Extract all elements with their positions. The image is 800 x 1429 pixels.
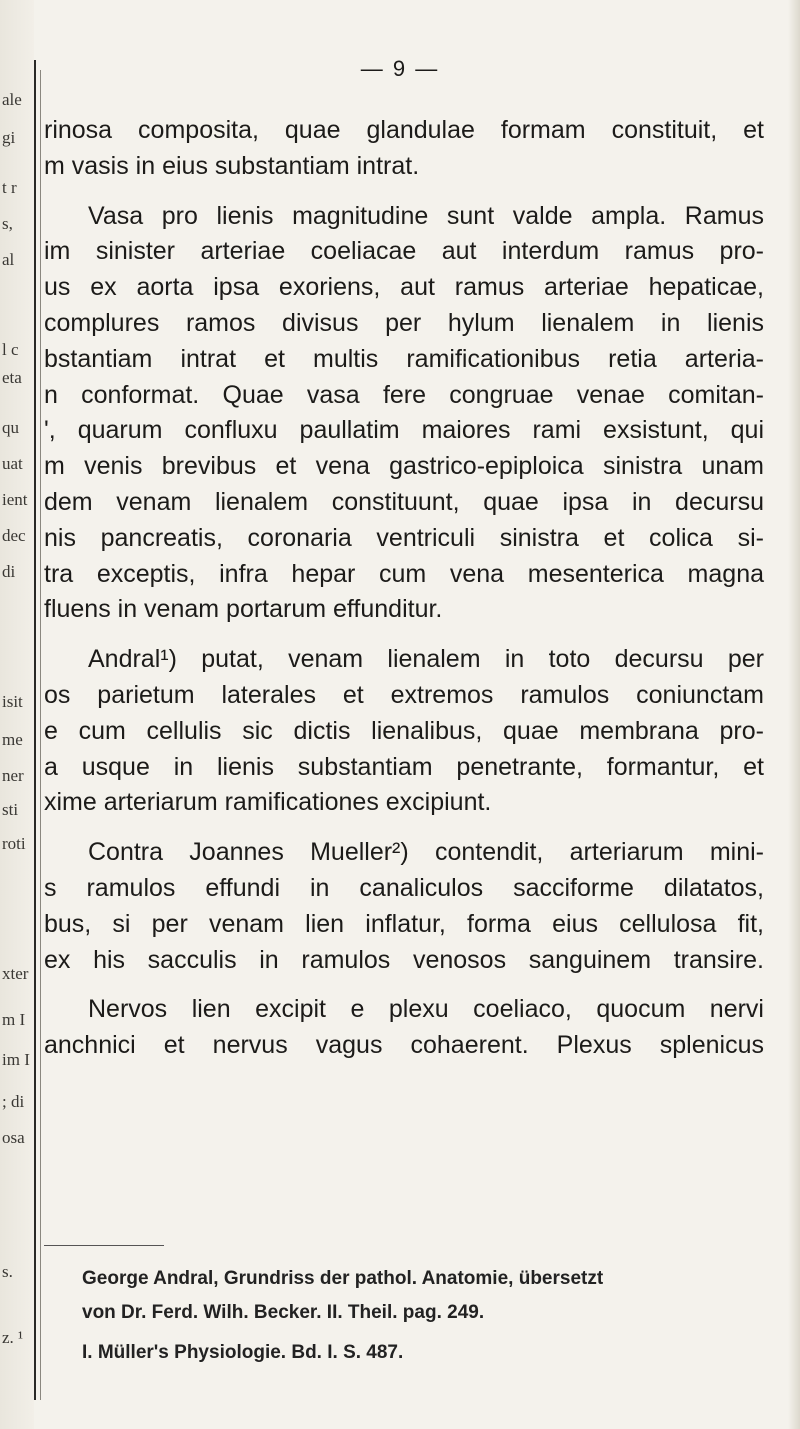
margin-fragment: gi (2, 128, 16, 147)
text-line: fluens in venam portarum effunditur. (44, 595, 443, 624)
margin-fragment: ; di (2, 1092, 25, 1111)
text-line: m venis brevibus et vena gastrico-epiploica sinistra unam (44, 452, 764, 481)
text-line: im sinister arteriae coeliacae aut interdum ramus pro- (44, 237, 764, 266)
paragraph-5 (44, 992, 764, 1064)
margin-fragment: di (2, 562, 16, 581)
margin-fragment: osa (2, 1128, 25, 1147)
margin-fragment: t r (2, 178, 17, 197)
text-line: m vasis in eius substantiam intrat. (44, 151, 420, 180)
margin-fragment: l c (2, 340, 19, 359)
paragraph-1 (44, 113, 764, 185)
page-number: — 9 — (360, 56, 440, 81)
text-line: Andral¹) putat, venam lienalem in toto decursu per (88, 645, 764, 674)
margin-fragment: s, (2, 214, 13, 233)
margin-fragment: xter (2, 964, 29, 983)
text-line: bstantiam intrat et multis ramificationibus retia arteria- (44, 344, 764, 373)
text-line: us ex aorta ipsa exoriens, aut ramus arteriae hepaticae, (44, 273, 764, 302)
text-line: a usque in lienis substantiam penetrante, formantur, et (44, 752, 764, 781)
margin-fragment: s. (2, 1262, 13, 1281)
text-line: ex his sacculis in ramulos venosos sanguinem transire. (44, 945, 764, 974)
text-line: bus, si per venam lien inflatur, forma eius cellulosa fit, (44, 909, 764, 938)
text-line: nis pancreatis, coronaria ventriculi sinistra et colica si- (44, 523, 764, 552)
margin-fragment: ient (2, 490, 28, 509)
margin-fragment: eta (2, 368, 22, 387)
margin-fragment: me (2, 730, 23, 749)
margin-fragment: isit (2, 692, 23, 711)
margin-fragment: al (2, 250, 15, 269)
text-line: os parietum laterales et extremos ramulos coniunctam (44, 680, 764, 709)
body-text (44, 113, 764, 1064)
text-line: dem venam lienalem constituunt, quae ipsa in decursu (44, 487, 764, 516)
text-line: n conformat. Quae vasa fere congruae venae comitan- (44, 380, 764, 409)
margin-fragment: dec (2, 526, 26, 545)
margin-fragment: im I (2, 1050, 30, 1069)
text-line: e cum cellulis sic dictis lienalibus, quae membrana pro- (44, 716, 764, 745)
binding-rule (34, 60, 36, 1400)
text-line: s ramulos effundi in canaliculos sacciforme dilatatos, (44, 873, 764, 902)
footnote-1: George Andral, Grundriss der pathol. Anatomie, übersetzt (82, 1268, 604, 1289)
paragraph-2 (44, 199, 764, 629)
margin-fragment: qu (2, 418, 19, 437)
text-line: Vasa pro lienis magnitudine sunt valde ampla. Ramus (88, 201, 764, 230)
margin-fragment: uat (2, 454, 23, 473)
binding-rule-inner (40, 70, 41, 1400)
text-line: tra exceptis, infra hepar cum vena mesenterica magna (44, 559, 764, 588)
margin-fragment: sti (2, 800, 19, 819)
paragraph-4 (44, 835, 764, 978)
margin-fragment: m I (2, 1010, 26, 1029)
footnotes (46, 1262, 746, 1370)
footnote-rule (44, 1245, 164, 1246)
text-line: Contra Joannes Mueller²) contendit, arteriarum mini- (88, 838, 764, 867)
text-line: rinosa composita, quae glandulae formam constituit, et (44, 116, 764, 144)
paragraph-3 (44, 642, 764, 821)
margin-fragment: roti (2, 834, 26, 853)
footnote-2: I. Müller's Physiologie. Bd. I. S. 487. (82, 1342, 404, 1363)
text-line: xime arteriarum ramificationes excipiunt. (44, 788, 492, 817)
text-line: ', quarum confluxu paullatim maiores rami exsistunt, qui (44, 416, 764, 445)
text-line: Nervos lien excipit e plexu coeliaco, quocum nervi (88, 995, 764, 1024)
margin-fragment: ner (2, 766, 24, 785)
text-line: complures ramos divisus per hylum lienalem in lienis (44, 308, 764, 337)
margin-fragment: ale (2, 90, 22, 109)
margin-fragment: z. ¹ (2, 1328, 24, 1347)
page-gutter (0, 0, 34, 1429)
footnote-1-cont: von Dr. Ferd. Wilh. Becker. II. Theil. pag. 249. (82, 1302, 485, 1323)
text-line: anchnici et nervus vagus cohaerent. Plexus splenicus (44, 1031, 764, 1060)
page-edge-shadow (788, 0, 800, 1429)
